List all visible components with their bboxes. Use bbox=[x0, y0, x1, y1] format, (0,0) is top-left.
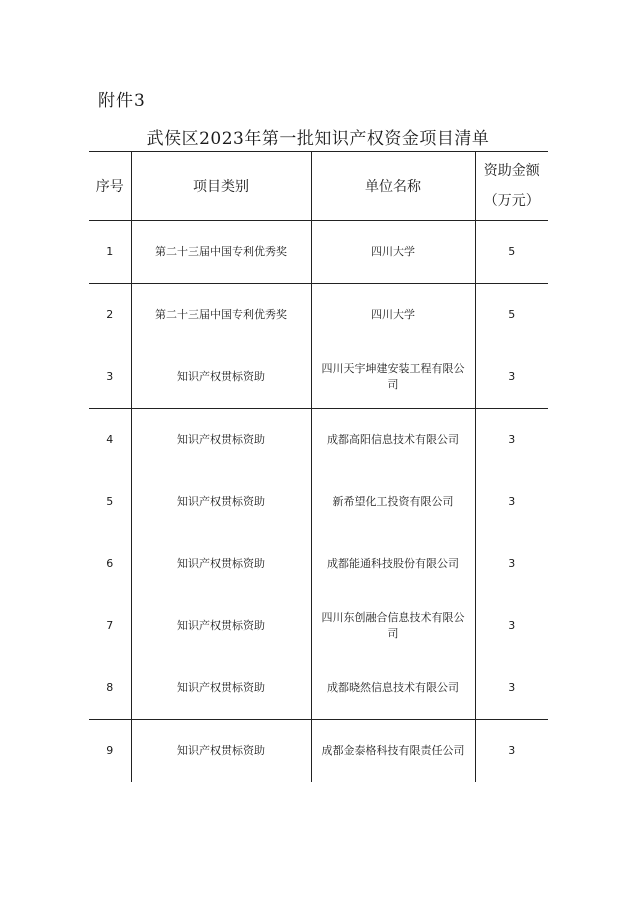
cell-unit bbox=[311, 595, 475, 657]
cell-category: 知识产权贯标资助 bbox=[131, 471, 311, 533]
document-title: 武侯区2023年第一批知识产权资金项目清单 bbox=[146, 129, 490, 149]
cell-seq: 4 bbox=[89, 409, 131, 472]
cell-amount: 3 bbox=[475, 471, 548, 533]
cell-unit bbox=[311, 221, 475, 284]
header-unit: 单位名称 bbox=[311, 152, 475, 221]
cell-amount: 3 bbox=[475, 533, 548, 595]
cell-seq: 8 bbox=[106, 681, 114, 694]
cell-unit bbox=[311, 346, 475, 409]
table-row bbox=[89, 595, 548, 657]
cell-amount: 3 bbox=[475, 346, 548, 409]
table-row bbox=[89, 657, 548, 720]
cell-seq: 3 bbox=[106, 370, 114, 383]
table-row bbox=[89, 409, 548, 472]
funding-table bbox=[89, 151, 548, 782]
unit-name: 新希望化工投资有限公司 bbox=[332, 495, 454, 508]
cell-category: 知识产权贯标资助 bbox=[131, 409, 311, 472]
header-amount-line1: 资助金额 bbox=[483, 163, 540, 179]
cell-unit bbox=[311, 471, 475, 533]
cell-seq: 5 bbox=[106, 495, 114, 508]
cell-category: 第二十三届中国专利优秀奖 bbox=[131, 284, 311, 347]
table-row bbox=[89, 284, 548, 347]
header-seq: 序号 bbox=[89, 152, 131, 221]
table-row bbox=[89, 720, 548, 783]
unit-name: 成都金泰格科技有限责任公司 bbox=[321, 744, 465, 757]
cell-amount: 3 bbox=[475, 657, 548, 720]
cell-unit bbox=[311, 533, 475, 595]
table-row bbox=[89, 471, 548, 533]
unit-name: 成都晓然信息技术有限公司 bbox=[327, 681, 459, 694]
table-header-row bbox=[89, 152, 548, 221]
table-row bbox=[89, 346, 548, 409]
cell-unit bbox=[311, 284, 475, 347]
unit-name: 成都高阳信息技术有限公司 bbox=[327, 433, 459, 446]
cell-seq: 6 bbox=[106, 557, 114, 570]
table-row bbox=[89, 221, 548, 284]
table-row bbox=[89, 533, 548, 595]
cell-category: 第二十三届中国专利优秀奖 bbox=[131, 221, 311, 284]
cell-unit bbox=[311, 720, 475, 783]
unit-name: 四川天宇坤建安装工程有限公司 bbox=[321, 362, 465, 391]
header-category: 项目类别 bbox=[131, 152, 311, 221]
header-amount bbox=[475, 152, 548, 221]
cell-amount: 5 bbox=[475, 221, 548, 284]
unit-name: 四川东创融合信息技术有限公司 bbox=[321, 611, 465, 640]
cell-unit bbox=[311, 657, 475, 720]
cell-category: 知识产权贯标资助 bbox=[131, 595, 311, 657]
cell-unit bbox=[311, 409, 475, 472]
cell-amount: 3 bbox=[475, 595, 548, 657]
cell-amount: 3 bbox=[475, 409, 548, 472]
cell-seq: 2 bbox=[89, 284, 131, 347]
unit-name: 四川大学 bbox=[371, 245, 415, 258]
cell-category: 知识产权贯标资助 bbox=[131, 533, 311, 595]
cell-seq: 1 bbox=[106, 245, 114, 258]
cell-amount: 5 bbox=[475, 284, 548, 347]
attachment-label: 附件3 bbox=[98, 91, 146, 111]
header-amount-line2: （万元） bbox=[483, 193, 540, 209]
cell-category: 知识产权贯标资助 bbox=[131, 657, 311, 720]
cell-category: 知识产权贯标资助 bbox=[131, 720, 311, 783]
unit-name: 成都能通科技股份有限公司 bbox=[327, 557, 459, 570]
cell-amount: 3 bbox=[475, 720, 548, 783]
cell-seq: 9 bbox=[89, 720, 131, 783]
unit-name: 四川大学 bbox=[371, 308, 415, 321]
cell-category: 知识产权贯标资助 bbox=[131, 346, 311, 409]
cell-seq: 7 bbox=[106, 619, 114, 632]
